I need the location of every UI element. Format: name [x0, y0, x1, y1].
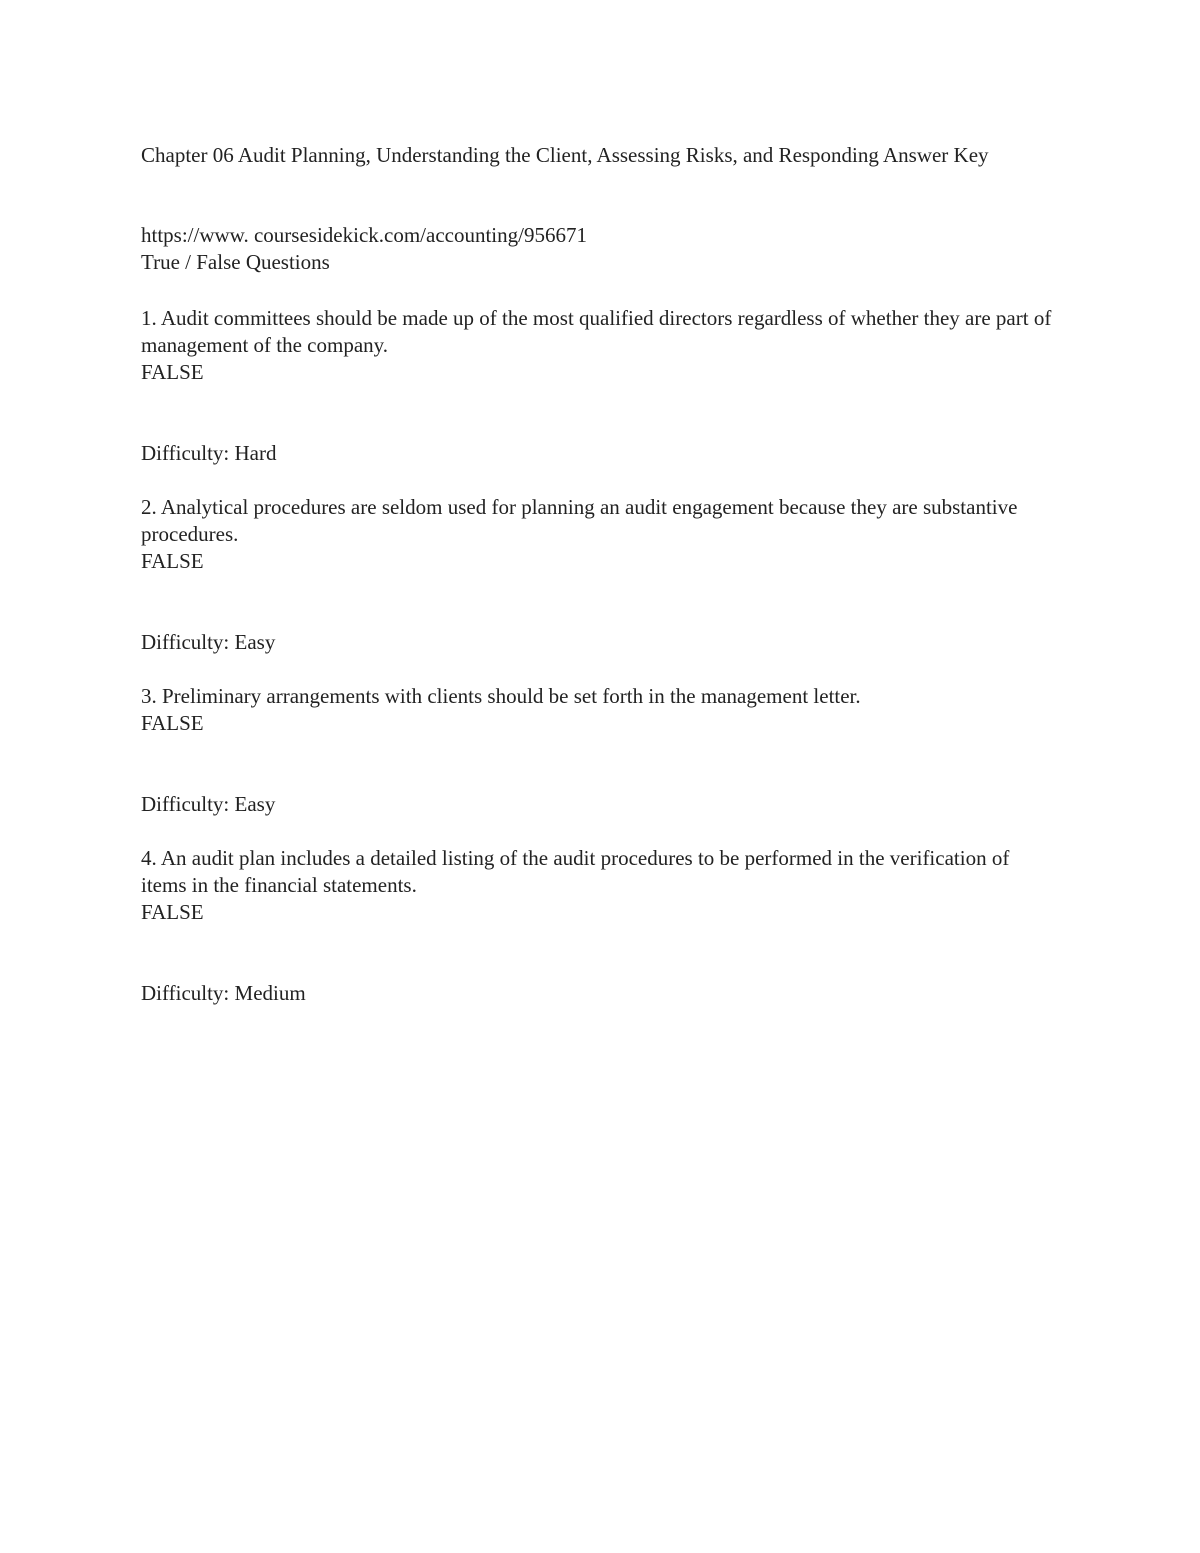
- question-difficulty: Difficulty: Hard: [141, 441, 277, 465]
- question-text: 2. Analytical procedures are seldom used for planning an audit engagement because they are substantive procedures.: [141, 495, 1018, 546]
- question-item: [141, 683, 1071, 818]
- question-answer: FALSE: [141, 711, 204, 735]
- question-text: 1. Audit committees should be made up of the most qualified directors regardless of whether they are part of management of the company.: [141, 306, 1052, 357]
- question-answer: FALSE: [141, 360, 204, 384]
- question-item: [141, 305, 1071, 467]
- source-url: https://www. coursesidekick.com/accounting/956671: [141, 223, 587, 247]
- question-text: 4. An audit plan includes a detailed listing of the audit procedures to be performed in the verification of items in the financial statements.: [141, 846, 1010, 897]
- question-text: 3. Preliminary arrangements with clients should be set forth in the management letter.: [141, 684, 861, 708]
- question-item: [141, 494, 1071, 656]
- question-difficulty: Difficulty: Easy: [141, 792, 276, 816]
- question-answer: FALSE: [141, 549, 204, 573]
- document-body: [141, 142, 1071, 1007]
- question-difficulty: Difficulty: Easy: [141, 630, 276, 654]
- question-item: [141, 845, 1071, 1007]
- document-title: Chapter 06 Audit Planning, Understanding the Client, Assessing Risks, and Responding Answer Key: [141, 143, 989, 167]
- question-answer: FALSE: [141, 900, 204, 924]
- question-difficulty: Difficulty: Medium: [141, 981, 306, 1005]
- section-heading: True / False Questions: [141, 250, 330, 274]
